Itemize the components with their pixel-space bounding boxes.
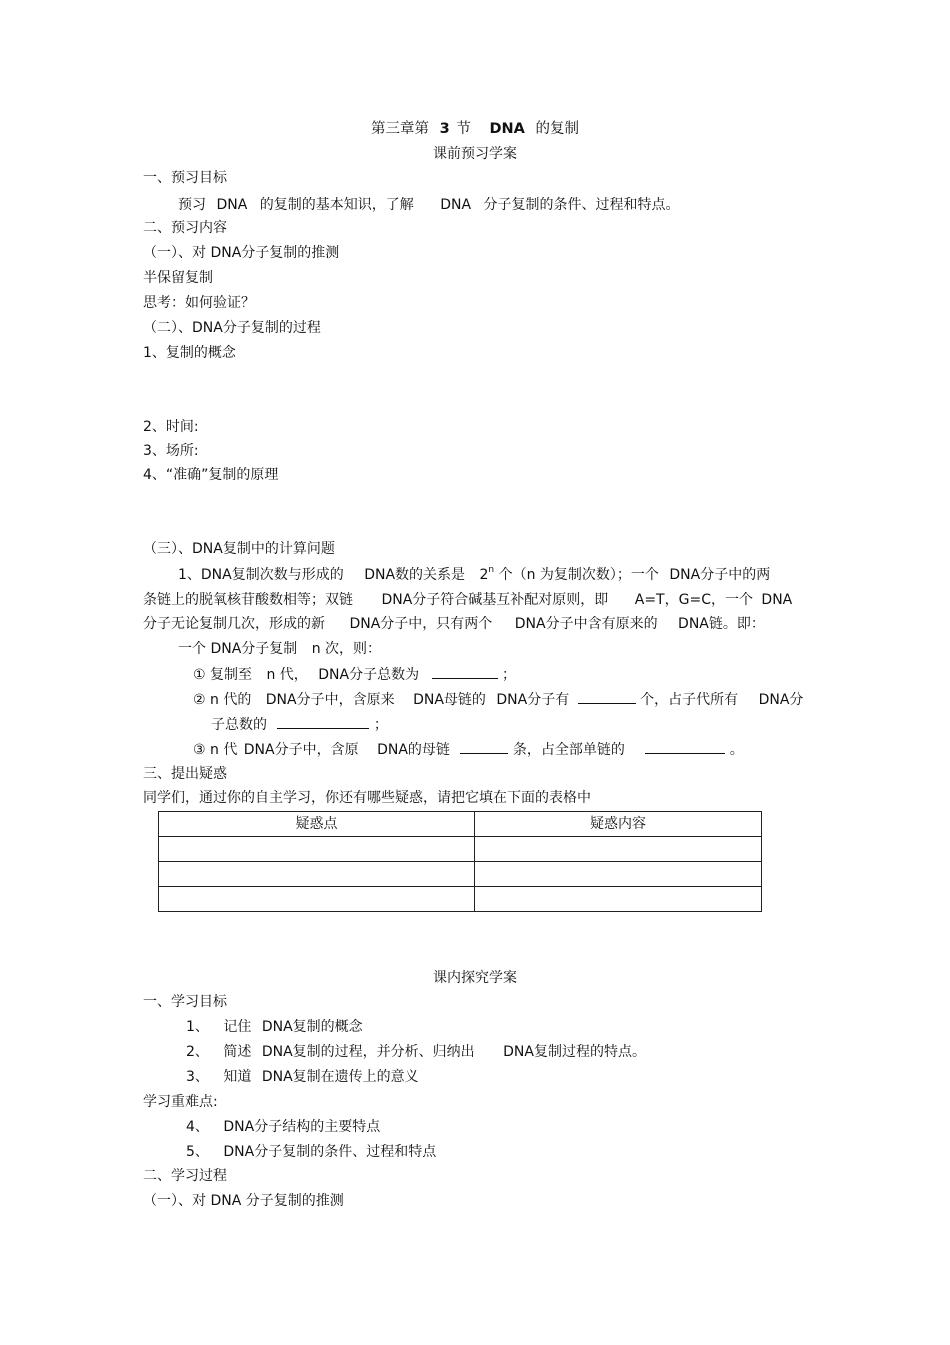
table-cell[interactable]	[159, 887, 475, 912]
para2-a: 条链上的脱氧核苷酸数相等；双链	[143, 592, 353, 608]
q1-a: ① 复制至	[193, 667, 253, 683]
q2-f: DNA分	[758, 692, 804, 708]
table-row	[159, 862, 762, 887]
key-item-5	[186, 1143, 436, 1161]
subsection-one: （一）、对 DNA分子复制的推测	[143, 245, 340, 261]
title-part-b: 节	[456, 121, 471, 137]
para1-power	[480, 567, 495, 583]
table-header-doubt-content: 疑惑内容	[475, 812, 762, 837]
goal-text-dna1: DNA	[216, 197, 248, 213]
para2-d: DNA	[761, 592, 793, 608]
question-2-cont	[211, 715, 388, 734]
key-4-text: DNA分子结构的主要特点	[223, 1119, 381, 1135]
para2-b: DNA分子符合碱基互补配对原则，即	[381, 592, 609, 608]
key-points-heading: 学习重难点:	[143, 1094, 218, 1110]
goal-3-text: DNA复制在遗传上的意义	[261, 1069, 419, 1085]
q3-c: DNA的母链	[377, 742, 450, 758]
calc-paragraph-line2	[143, 591, 792, 609]
q2-a: ② n 代的	[193, 692, 252, 708]
key-5-text: DNA分子复制的条件、过程和特点	[223, 1144, 437, 1160]
q2-b: DNA分子中，含原来	[265, 692, 395, 708]
blank-q3-ratio[interactable]	[645, 740, 725, 754]
preview-goal-text	[178, 196, 680, 214]
para3-a: 分子无论复制几次，形成的新	[143, 616, 325, 632]
table-cell[interactable]	[475, 887, 762, 912]
goal-text-b: 的复制的基本知识，了解	[259, 197, 414, 213]
semi-conservative: 半保留复制	[143, 270, 213, 286]
q1-end: ；	[502, 667, 516, 683]
subsection-two: （二）、DNA分子复制的过程	[143, 320, 321, 336]
calc-paragraph-line1	[178, 566, 770, 584]
item-concept: 1、复制的概念	[143, 345, 236, 361]
q3-b: DNA分子中，含原	[243, 742, 359, 758]
doubts-instruction: 同学们，通过你的自主学习，你还有哪些疑惑，请把它填在下面的表格中	[143, 790, 591, 806]
preview-content-heading: 二、预习内容	[143, 220, 227, 236]
table-row	[159, 837, 762, 862]
title-number: 3	[439, 121, 450, 137]
key-5-number: 5、	[186, 1144, 209, 1160]
preview-goal-heading: 一、预习目标	[143, 170, 227, 186]
item-time: 2、时间:	[143, 419, 199, 435]
q2b-end: ；	[373, 717, 388, 733]
para1-a: 1、DNA复制次数与形成的	[178, 567, 344, 583]
table-row	[159, 887, 762, 912]
subsection-three: （三）、DNA复制中的计算问题	[143, 541, 335, 557]
goal-item-3	[186, 1068, 419, 1086]
question-2	[193, 690, 803, 709]
page-title	[0, 120, 950, 138]
goal-3-number: 3、	[186, 1069, 209, 1085]
goal-2-verb: 简述	[223, 1044, 252, 1060]
goal-text-c: 分子复制的条件、过程和特点。	[483, 197, 680, 213]
question-1	[193, 665, 516, 684]
question-3	[193, 740, 744, 759]
goal-item-2	[186, 1043, 646, 1061]
q2-e: 个，占子代所有	[640, 692, 739, 708]
goal-3-verb: 知道	[223, 1069, 252, 1085]
q2b-a: 子总数的	[211, 717, 267, 733]
think-question: 思考：如何验证？	[143, 295, 255, 311]
para3-c: DNA分子中含有原来的	[514, 616, 658, 632]
q2-d: DNA分子有	[496, 692, 570, 708]
goal-2-text: DNA复制的过程，并分析、归纳出	[261, 1044, 475, 1060]
calc-paragraph-line3	[143, 615, 765, 633]
doubts-table	[158, 811, 762, 912]
title-dna: DNA	[489, 121, 525, 137]
subtitle: 课前预习学案	[433, 146, 517, 162]
table-header-row	[159, 812, 762, 837]
para2-c: A=T，G=C，一个	[634, 592, 753, 608]
goal-2-number: 2、	[186, 1044, 209, 1060]
para1-b: DNA数的关系是	[364, 567, 466, 583]
goal-item-1	[186, 1018, 363, 1036]
goal-1-text: DNA复制的概念	[261, 1019, 363, 1035]
inclass-goal-heading: 一、学习目标	[143, 994, 227, 1010]
goal-text-dna2: DNA	[440, 197, 472, 213]
blank-q1[interactable]	[432, 665, 498, 679]
q1-b: n 代，	[266, 667, 308, 683]
inclass-subsection-one: （一）、对 DNA 分子复制的推测	[143, 1193, 344, 1209]
goal-1-verb: 记住	[223, 1019, 252, 1035]
para3-b: DNA分子中，只有两个	[349, 616, 493, 632]
para3-d: DNA链。即：	[678, 616, 765, 632]
q3-a: ③ n 代	[193, 742, 238, 758]
goal-text-a: 预习	[178, 197, 206, 213]
q2-c: DNA母链的	[413, 692, 486, 708]
goal-2-text-b: DNA复制过程的特点。	[503, 1044, 646, 1060]
doubts-heading: 三、提出疑惑	[143, 766, 227, 782]
goal-1-number: 1、	[186, 1019, 209, 1035]
title-part-a: 第三章第	[371, 121, 430, 137]
item-principle: 4、“准确”复制的原理	[143, 467, 279, 483]
blank-q3-count[interactable]	[460, 740, 508, 754]
blank-q2-ratio[interactable]	[277, 715, 369, 729]
q3-end: 。	[729, 742, 744, 758]
then-a: 一个 DNA分子复制	[178, 641, 298, 657]
q3-d: 条，占全部单链的	[512, 742, 625, 758]
item-place: 3、场所:	[143, 443, 199, 459]
inclass-title: 课内探究学案	[433, 970, 517, 986]
table-header-doubt-point: 疑惑点	[159, 812, 475, 837]
process-heading: 二、学习过程	[143, 1168, 227, 1184]
para1-e: DNA分子中的两	[669, 567, 771, 583]
blank-q2-count[interactable]	[578, 690, 636, 704]
table-cell[interactable]	[475, 862, 762, 887]
key-4-number: 4、	[186, 1119, 209, 1135]
para1-exponent: n	[488, 565, 495, 575]
then-b: n 次，则：	[311, 641, 382, 657]
key-item-4	[186, 1118, 380, 1136]
table-cell[interactable]	[159, 862, 475, 887]
para1-base: 2	[479, 567, 489, 583]
q1-c: DNA分子总数为	[318, 667, 420, 683]
para1-d: 个（n 为复制次数）；一个	[498, 567, 659, 583]
table-cell[interactable]	[475, 837, 762, 862]
title-part-c: 的复制	[535, 121, 579, 137]
calc-then	[178, 640, 381, 658]
table-cell[interactable]	[159, 837, 475, 862]
